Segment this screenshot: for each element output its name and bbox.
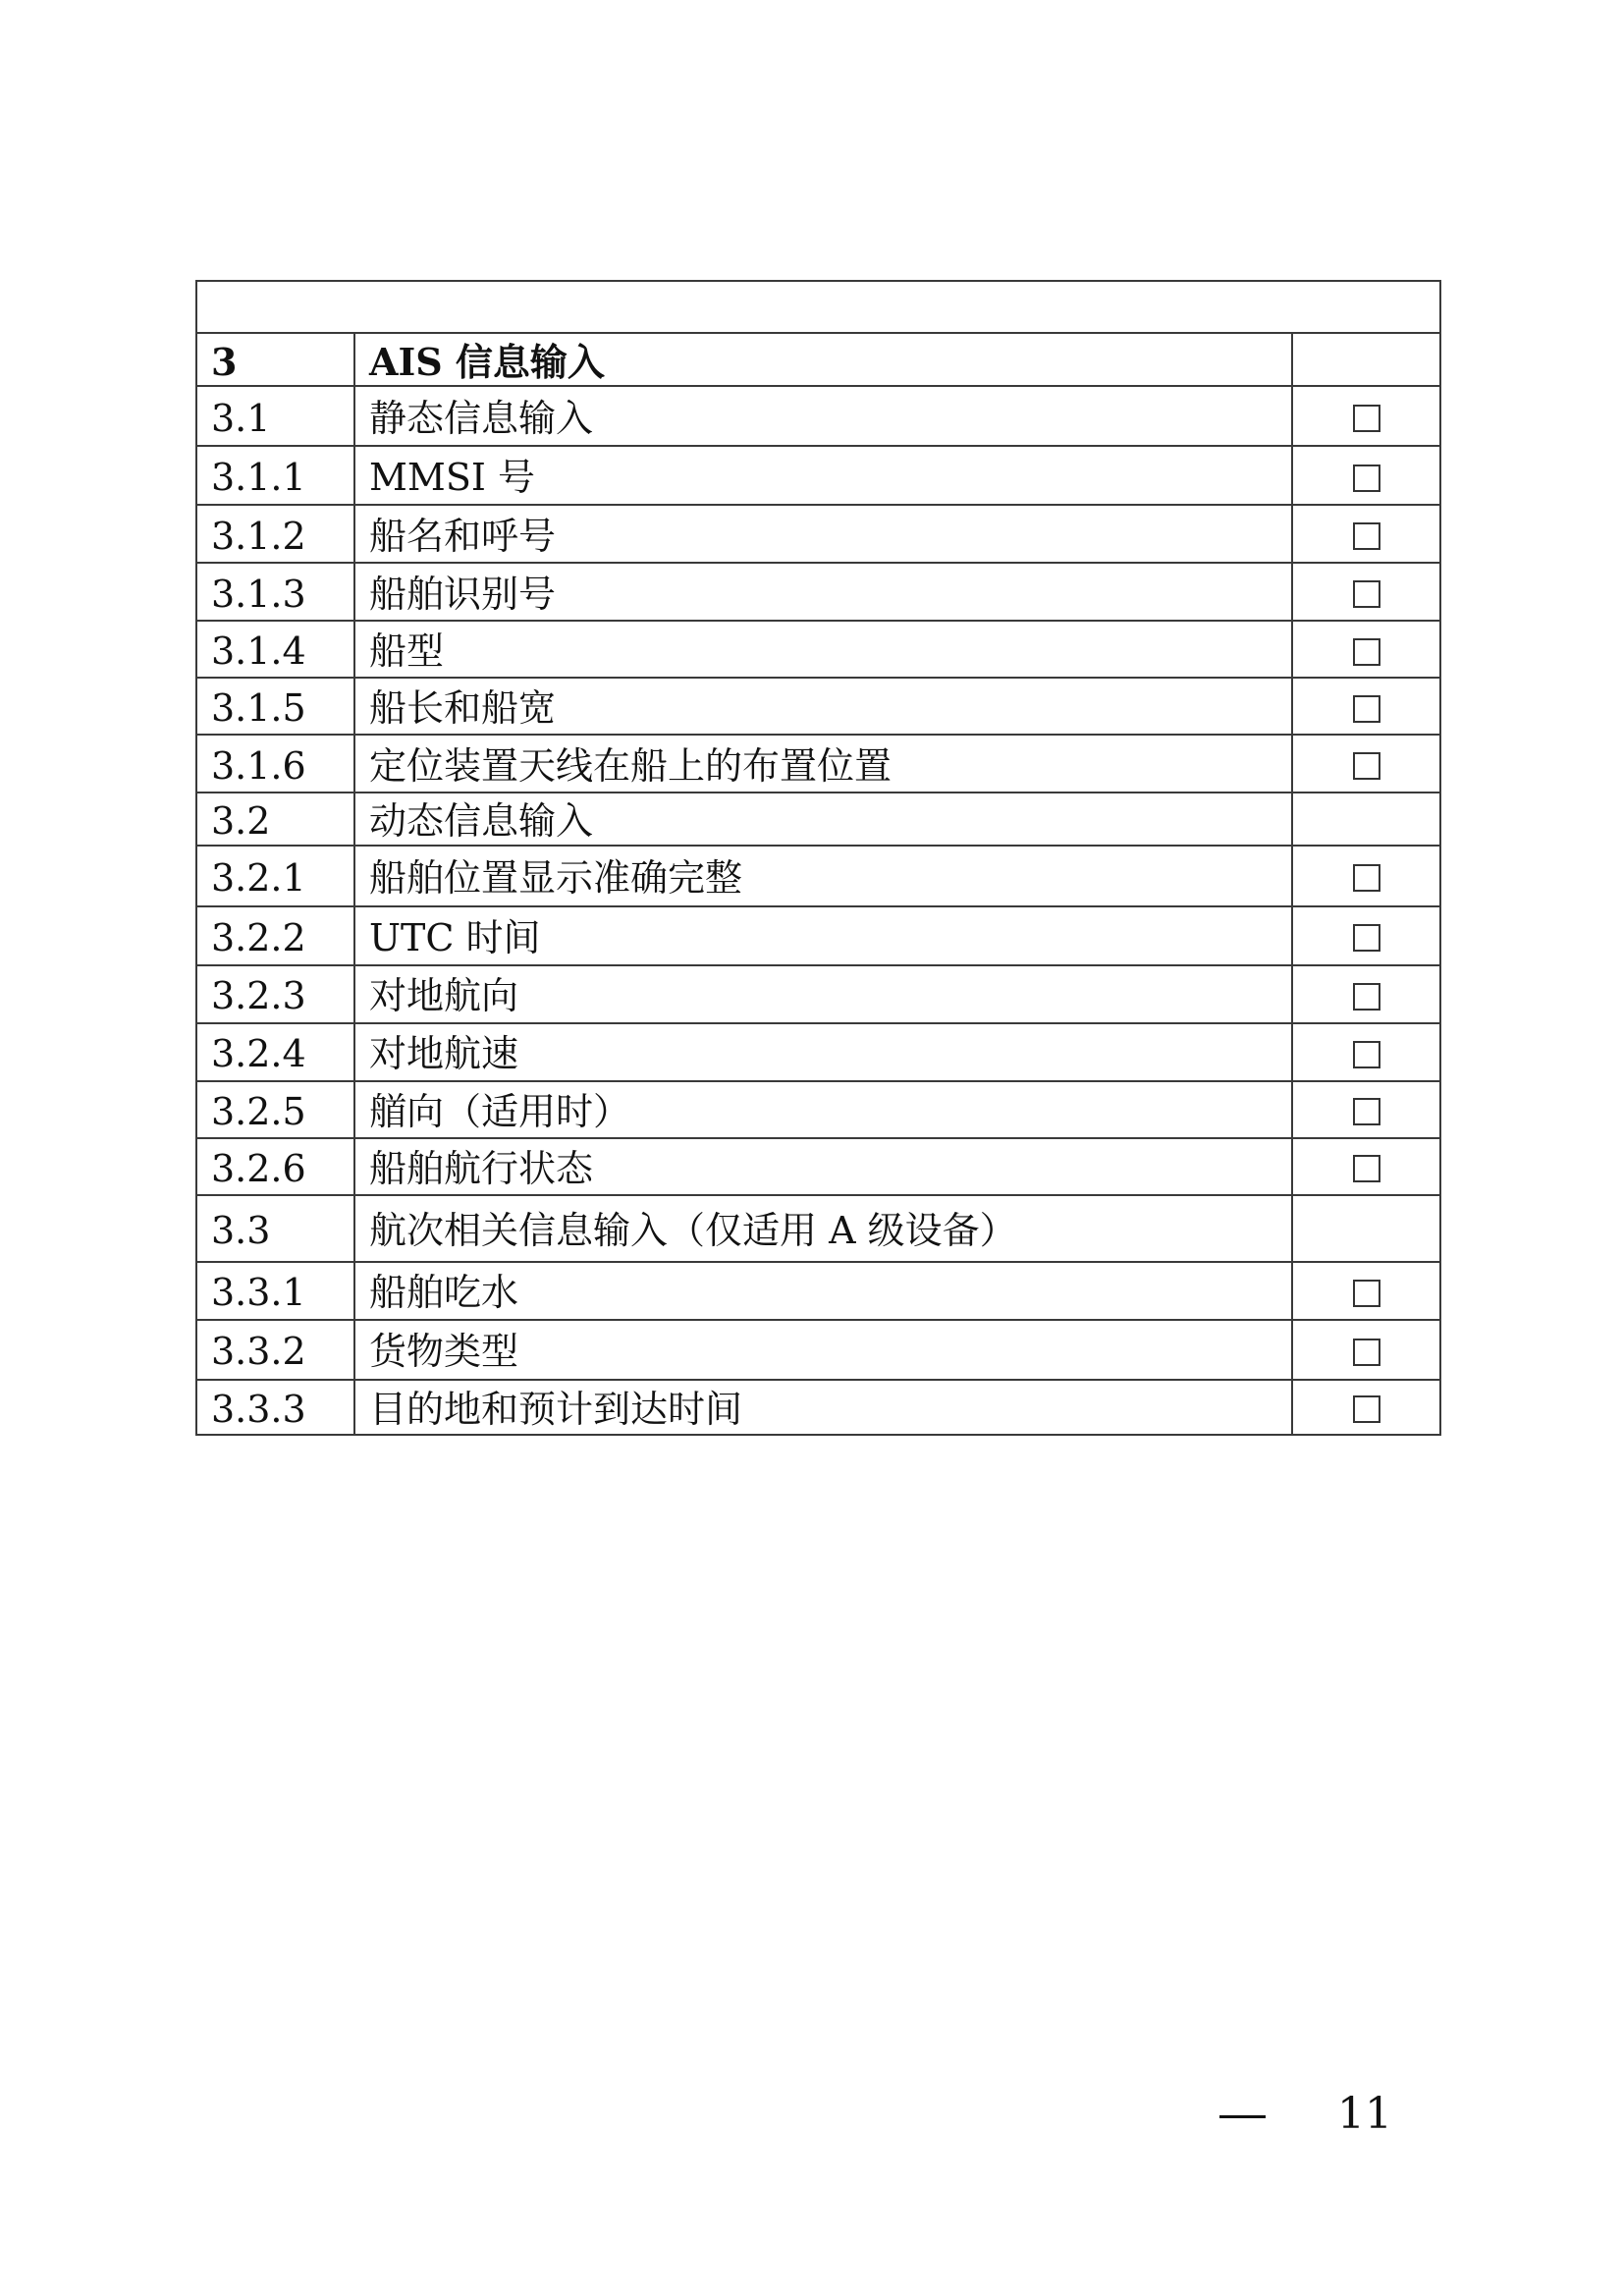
item-number: 3.1.5 xyxy=(196,678,354,735)
checkbox[interactable] xyxy=(1353,1395,1380,1423)
checkbox[interactable] xyxy=(1353,864,1380,892)
item-number: 3.1.1 xyxy=(196,446,354,505)
table-row xyxy=(196,1081,1440,1138)
item-label: 船舶吃水 xyxy=(354,1262,1292,1320)
item-number: 3.2.6 xyxy=(196,1138,354,1195)
checkbox-cell xyxy=(1292,505,1440,563)
item-label: 航次相关信息输入（仅适用 A 级设备） xyxy=(354,1195,1292,1262)
table-row xyxy=(196,563,1440,621)
table-row xyxy=(196,621,1440,678)
checkbox[interactable] xyxy=(1353,522,1380,550)
checkbox[interactable] xyxy=(1353,638,1380,666)
checkbox[interactable] xyxy=(1353,695,1380,723)
item-number: 3.3 xyxy=(196,1195,354,1262)
item-number: 3.1.2 xyxy=(196,505,354,563)
table-row xyxy=(196,1195,1440,1262)
checkbox[interactable] xyxy=(1353,580,1380,608)
header-cell xyxy=(196,281,1440,333)
checkbox[interactable] xyxy=(1353,752,1380,780)
checkbox[interactable] xyxy=(1353,1339,1380,1366)
item-label: 船名和呼号 xyxy=(354,505,1292,563)
checkbox[interactable] xyxy=(1353,1155,1380,1182)
table-body xyxy=(196,281,1440,1435)
checkbox-cell xyxy=(1292,1195,1440,1262)
checkbox-cell xyxy=(1292,1023,1440,1081)
table-row xyxy=(196,446,1440,505)
item-label: 船舶位置显示准确完整 xyxy=(354,846,1292,906)
item-label: 目的地和预计到达时间 xyxy=(354,1380,1292,1435)
checkbox-cell xyxy=(1292,621,1440,678)
item-label: MMSI 号 xyxy=(354,446,1292,505)
page-number: 11 xyxy=(1337,2089,1392,2139)
item-label: 货物类型 xyxy=(354,1320,1292,1380)
item-number: 3.1 xyxy=(196,386,354,446)
item-number: 3.1.3 xyxy=(196,563,354,621)
table-row xyxy=(196,505,1440,563)
item-label: UTC 时间 xyxy=(354,906,1292,965)
checkbox-cell xyxy=(1292,1138,1440,1195)
checkbox-cell xyxy=(1292,333,1440,386)
checkbox-cell xyxy=(1292,906,1440,965)
item-label: 对地航向 xyxy=(354,965,1292,1023)
checkbox-cell xyxy=(1292,446,1440,505)
item-label: 定位装置天线在船上的布置位置 xyxy=(354,735,1292,793)
checkbox[interactable] xyxy=(1353,1098,1380,1125)
checkbox[interactable] xyxy=(1353,405,1380,432)
checkbox-cell xyxy=(1292,1081,1440,1138)
item-label: 对地航速 xyxy=(354,1023,1292,1081)
checkbox-cell xyxy=(1292,1262,1440,1320)
checkbox-cell xyxy=(1292,563,1440,621)
table-row xyxy=(196,735,1440,793)
table-row xyxy=(196,1262,1440,1320)
item-label: 船舶识别号 xyxy=(354,563,1292,621)
section-row xyxy=(196,333,1440,386)
table-row xyxy=(196,846,1440,906)
checkbox-cell xyxy=(1292,678,1440,735)
checkbox-cell xyxy=(1292,846,1440,906)
item-label: 船舶航行状态 xyxy=(354,1138,1292,1195)
checklist-table xyxy=(195,280,1441,1436)
item-number: 3.3.1 xyxy=(196,1262,354,1320)
item-number: 3.2.1 xyxy=(196,846,354,906)
item-label: 艏向（适用时） xyxy=(354,1081,1292,1138)
table-row xyxy=(196,1138,1440,1195)
checkbox-cell xyxy=(1292,1320,1440,1380)
table-row xyxy=(196,965,1440,1023)
item-number: 3.2.3 xyxy=(196,965,354,1023)
item-label: 船长和船宽 xyxy=(354,678,1292,735)
table-row xyxy=(196,1380,1440,1435)
item-label: 动态信息输入 xyxy=(354,793,1292,846)
table-row xyxy=(196,386,1440,446)
table-row xyxy=(196,678,1440,735)
item-number: 3 xyxy=(196,333,354,386)
checkbox-cell xyxy=(1292,793,1440,846)
checkbox[interactable] xyxy=(1353,1041,1380,1068)
footer-dash xyxy=(1219,2115,1266,2118)
checkbox-cell xyxy=(1292,735,1440,793)
item-number: 3.1.4 xyxy=(196,621,354,678)
checkbox[interactable] xyxy=(1353,465,1380,492)
item-number: 3.2.4 xyxy=(196,1023,354,1081)
table-row xyxy=(196,906,1440,965)
item-number: 3.1.6 xyxy=(196,735,354,793)
checkbox[interactable] xyxy=(1353,924,1380,952)
item-label: 静态信息输入 xyxy=(354,386,1292,446)
checkbox[interactable] xyxy=(1353,983,1380,1011)
item-label: AIS 信息输入 xyxy=(354,333,1292,386)
item-label: 船型 xyxy=(354,621,1292,678)
item-number: 3.2.2 xyxy=(196,906,354,965)
checkbox-cell xyxy=(1292,1380,1440,1435)
table-row xyxy=(196,1320,1440,1380)
item-number: 3.2.5 xyxy=(196,1081,354,1138)
item-number: 3.3.2 xyxy=(196,1320,354,1380)
table-row xyxy=(196,1023,1440,1081)
table-header-row xyxy=(196,281,1440,333)
item-number: 3.3.3 xyxy=(196,1380,354,1435)
checkbox-cell xyxy=(1292,965,1440,1023)
item-number: 3.2 xyxy=(196,793,354,846)
checkbox[interactable] xyxy=(1353,1280,1380,1307)
checkbox-cell xyxy=(1292,386,1440,446)
table-row xyxy=(196,793,1440,846)
